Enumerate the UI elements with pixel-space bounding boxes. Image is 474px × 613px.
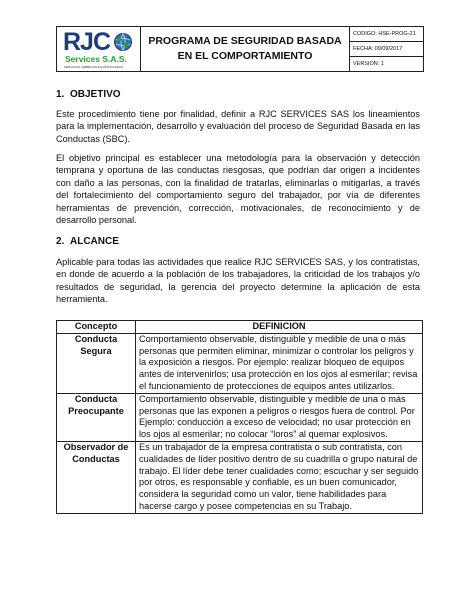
table-header-row [57, 321, 423, 334]
logo-services-text: Services S.A.S. [65, 54, 127, 64]
logo-tagline: SERVICIOS AMBIENTALES PETROLEROS [64, 65, 124, 69]
logo-text: RJC [63, 28, 111, 56]
objetivo-paragraph-2: El objetivo principal es establecer una metodología para la observación y detección temprana y oportuna de las conductas riesgosas, que podrían dar origen a incidentes con daño a las personas, con la finalidad de tratarlas, eliminarlas o mitigarlas, a través del fortalecimiento del comportamiento seguro del trabajador, por vía de diferentes herramientas de prevención, corrección, motivacionales, de reconocimiento y de desarrollo personal. [56, 153, 420, 226]
section-number: 1. [56, 89, 65, 100]
column-header-definicion: DEFINICION [136, 321, 423, 334]
company-logo [57, 27, 141, 71]
table-row [57, 441, 423, 513]
globe-icon [113, 32, 133, 52]
concept-cell: Conducta Preocupante [57, 393, 136, 441]
definition-cell: Comportamiento observable, distinguible y medible de una o más personas que las exponen a peligros o riesgos fuera de control. Por Ejemplo: conducción a exceso de velocidad; no usar protección en los ojos al esmerilar; no colocar “loros” al quemar explosivos. [136, 393, 423, 441]
document-header [56, 26, 424, 72]
section-title: ALCANCE [70, 236, 119, 247]
section-number: 2. [56, 236, 65, 247]
document-date: FECHA: 09/09/2017 [350, 42, 423, 57]
document-title: PROGRAMA DE SEGURIDAD BASADA EN EL COMPORTAMIENTO [141, 27, 350, 71]
concept-cell: Conducta Segura [57, 333, 136, 393]
document-meta [350, 27, 423, 71]
section-heading-objetivo [56, 89, 121, 100]
document-code: CODIGO: HSE-PROG-21 [350, 27, 423, 42]
objetivo-paragraph-1: Este procedimiento tiene por finalidad, definir a RJC SERVICES SAS los lineamientos para la implementación, desarrollo y evaluación del proceso de Seguridad Basada en las Conductas (SBC). [56, 109, 420, 144]
definition-cell: Es un trabajador de la empresa contratista o sub contratista, con cualidades de líder positivo dentro de su cuadrilla o grupo natural de trabajo. El líder debe tener cualidades como; escuchar y ser seguido por otros, es responsable y confiable, es un buen comunicador, considera la seguridad como un valor, tiene habilidades para hacerse cargo y posee competencias en su Trabajo. [136, 441, 423, 513]
definitions-table [56, 320, 423, 514]
table-row [57, 393, 423, 441]
concept-cell: Observador de Conductas [57, 441, 136, 513]
definition-cell: Comportamiento observable, distinguible y medible de una o más personas que permiten eliminar, minimizar o controlar los peligros y la exposición a riesgos. Por ejemplo: realizar bloqueo de equipos antes de intervenirlos; usa protección en los ojos al esmerilar; revisa el funcionamiento de protecciones de equipos antes utilizarlos. [136, 333, 423, 393]
column-header-concepto: Concepto [57, 321, 136, 334]
section-heading-alcance [56, 236, 119, 247]
section-title: OBJETIVO [70, 89, 121, 100]
alcance-paragraph-1: Aplicable para todas las actividades que realice RJC SERVICES SAS, y los contratistas, en donde de acuerdo a la población de los trabajadores, la criticidad de los trabajos y/o resultados de seguridad, la gerencia del proyecto determine la aplicación de esta herramienta. [56, 257, 420, 305]
document-version: VERSION: 1 [353, 61, 384, 67]
table-row [57, 333, 423, 393]
